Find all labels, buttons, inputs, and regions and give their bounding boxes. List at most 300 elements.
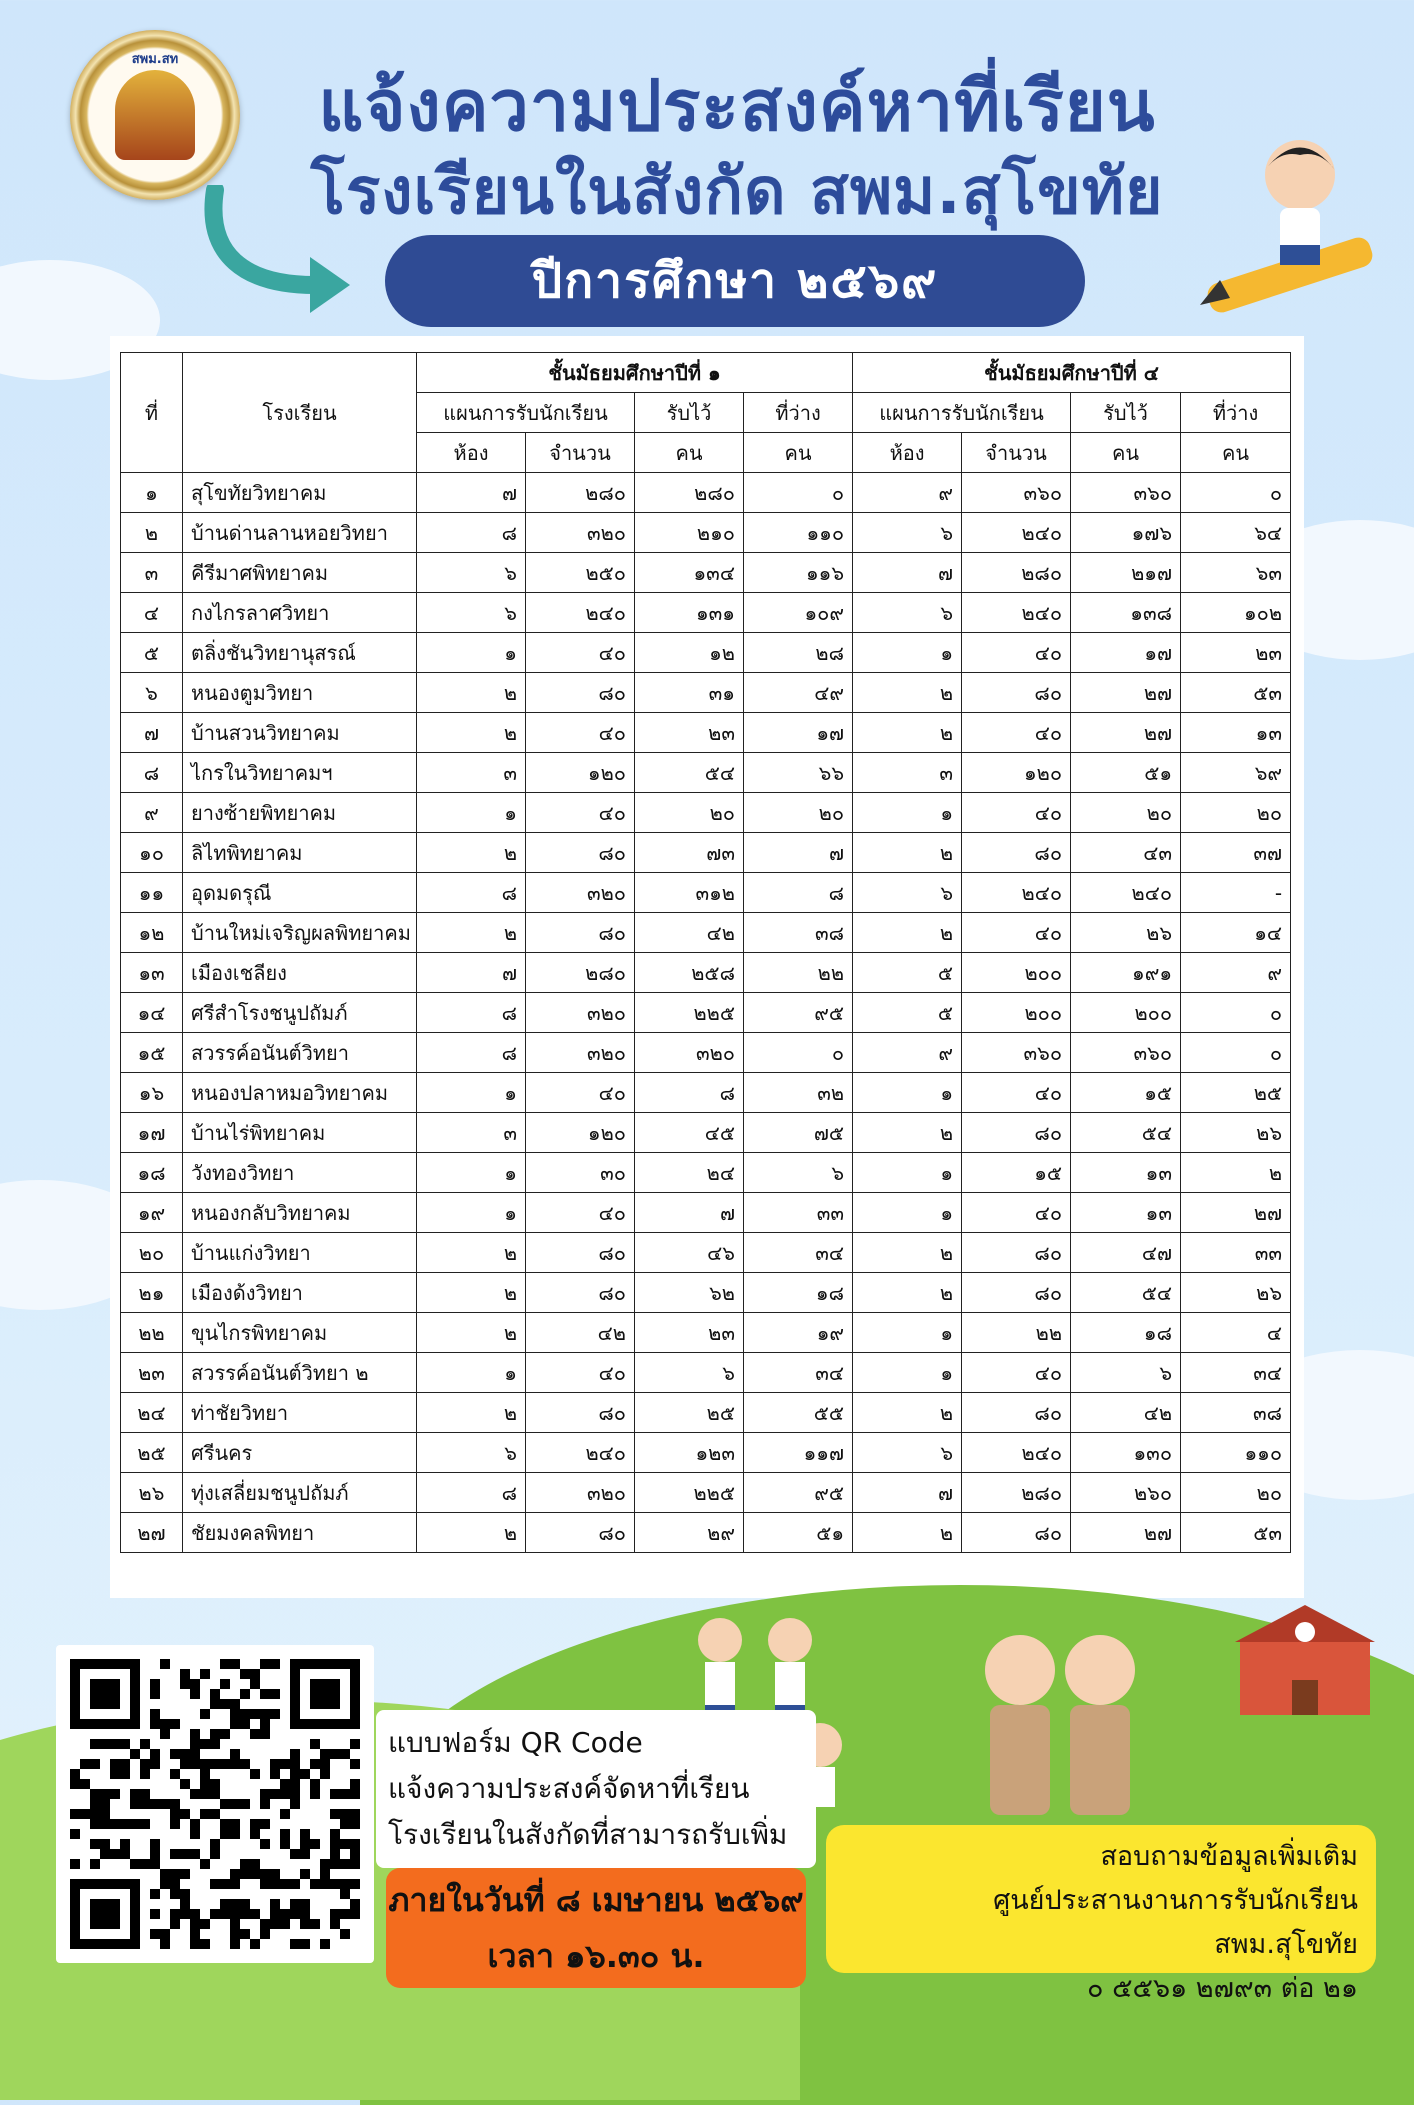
- cell-g4-rooms: ๙: [853, 473, 962, 513]
- cell-row-no: ๒๖: [121, 1473, 183, 1513]
- cell-g1-accepted: ๒๘๐: [635, 473, 744, 513]
- cell-g1-accepted: ๒๓: [635, 713, 744, 753]
- cell-g1-vacant: ๓๘: [744, 913, 853, 953]
- cell-g1-amount: ๒๕๐: [526, 553, 635, 593]
- cell-g1-vacant: ๖: [744, 1153, 853, 1193]
- table-row: [121, 793, 1291, 833]
- table-row: [121, 953, 1291, 993]
- cell-g4-vacant: ๒๗: [1181, 1193, 1291, 1233]
- cell-row-no: ๑๓: [121, 953, 183, 993]
- cell-g4-amount: ๘๐: [962, 833, 1071, 873]
- cell-row-no: ๖: [121, 673, 183, 713]
- cell-g4-rooms: ๖: [853, 873, 962, 913]
- cell-g4-accepted: ๒๗: [1071, 1513, 1181, 1553]
- cell-g4-amount: ๓๖๐: [962, 1033, 1071, 1073]
- cell-g4-vacant: ๒๐: [1181, 1473, 1291, 1513]
- cell-g4-amount: ๘๐: [962, 1113, 1071, 1153]
- cell-row-no: ๑๕: [121, 1033, 183, 1073]
- cell-g1-rooms: ๖: [417, 1433, 526, 1473]
- table-row: [121, 1433, 1291, 1473]
- cell-g4-rooms: ๕: [853, 993, 962, 1033]
- cell-g4-rooms: ๙: [853, 1033, 962, 1073]
- cell-g4-accepted: ๑๓๐: [1071, 1433, 1181, 1473]
- cell-school-name: กงไกรลาศวิทยา: [183, 593, 417, 633]
- header-g4-accepted-unit: คน: [1071, 433, 1181, 473]
- table-row: [121, 873, 1291, 913]
- cell-g4-rooms: ๒: [853, 673, 962, 713]
- cell-row-no: ๑๔: [121, 993, 183, 1033]
- form-line-3: โรงเรียนในสังกัดที่สามารถรับเพิ่ม: [388, 1818, 788, 1851]
- header-no: ที่: [121, 353, 183, 473]
- deadline-date: ภายในวันที่ ๘ เมษายน ๒๕๖๙: [388, 1881, 804, 1919]
- cell-g1-amount: ๔๐: [526, 1073, 635, 1113]
- cell-g4-vacant: ๕๓: [1181, 673, 1291, 713]
- cell-g1-vacant: ๓๒: [744, 1073, 853, 1113]
- cell-g1-accepted: ๔๕: [635, 1113, 744, 1153]
- cell-g4-accepted: ๔๓: [1071, 833, 1181, 873]
- cell-g4-rooms: ๒: [853, 1113, 962, 1153]
- cell-row-no: ๑๗: [121, 1113, 183, 1153]
- office-logo: [70, 30, 240, 200]
- cell-g1-rooms: ๒: [417, 673, 526, 713]
- cell-g1-amount: ๘๐: [526, 1513, 635, 1553]
- cell-g1-vacant: ๙๕: [744, 993, 853, 1033]
- cell-g4-accepted: ๒๗: [1071, 673, 1181, 713]
- table-row: [121, 513, 1291, 553]
- cell-school-name: ไกรในวิทยาคมฯ: [183, 753, 417, 793]
- cell-g4-vacant: ๖๓: [1181, 553, 1291, 593]
- table-row: [121, 1153, 1291, 1193]
- cell-row-no: ๒๒: [121, 1313, 183, 1353]
- cell-g4-amount: ๔๐: [962, 713, 1071, 753]
- cell-g4-accepted: ๒๔๐: [1071, 873, 1181, 913]
- cell-g4-amount: ๑๒๐: [962, 753, 1071, 793]
- cell-g1-amount: ๑๒๐: [526, 753, 635, 793]
- cell-row-no: ๒๑: [121, 1273, 183, 1313]
- cell-row-no: ๒๕: [121, 1433, 183, 1473]
- cell-g1-accepted: ๗๓: [635, 833, 744, 873]
- header-g4-vacant: ที่ว่าง: [1181, 393, 1291, 433]
- form-line-2: แจ้งความประสงค์จัดหาที่เรียน: [388, 1772, 750, 1805]
- cell-g1-vacant: ๑๑๖: [744, 553, 853, 593]
- cell-row-no: ๑๙: [121, 1193, 183, 1233]
- cell-g4-rooms: ๖: [853, 1433, 962, 1473]
- cell-g4-rooms: ๑: [853, 1073, 962, 1113]
- table-row: [121, 1473, 1291, 1513]
- cell-school-name: บ้านแก่งวิทยา: [183, 1233, 417, 1273]
- cell-row-no: ๒๓: [121, 1353, 183, 1393]
- cell-g4-rooms: ๑: [853, 793, 962, 833]
- cell-g4-rooms: ๒: [853, 913, 962, 953]
- cell-g4-amount: ๔๐: [962, 913, 1071, 953]
- cell-g1-vacant: ๓๔: [744, 1353, 853, 1393]
- table-body: [121, 473, 1291, 1553]
- cell-g1-rooms: ๖: [417, 553, 526, 593]
- cell-row-no: ๘: [121, 753, 183, 793]
- cell-school-name: ศรีสำโรงชนูปถัมภ์: [183, 993, 417, 1033]
- page-subtitle: โรงเรียนในสังกัด สพม.สุโขทัย: [310, 155, 1164, 229]
- cell-g1-amount: ๓๒๐: [526, 1033, 635, 1073]
- cell-g1-amount: ๔๐: [526, 793, 635, 833]
- cell-g4-vacant: ๔: [1181, 1313, 1291, 1353]
- cell-g4-accepted: ๖: [1071, 1353, 1181, 1393]
- cell-g4-amount: ๒๔๐: [962, 593, 1071, 633]
- cell-g4-rooms: ๑: [853, 1353, 962, 1393]
- cell-g4-amount: ๔๐: [962, 1353, 1071, 1393]
- table-row: [121, 1353, 1291, 1393]
- cell-g4-amount: ๒๐๐: [962, 953, 1071, 993]
- registration-qr-code[interactable]: [56, 1645, 374, 1963]
- table-row: [121, 593, 1291, 633]
- cell-g4-rooms: ๒: [853, 1273, 962, 1313]
- academic-year-banner: ปีการศึกษา ๒๕๖๙: [385, 235, 1085, 327]
- header-grade4: ชั้นมัธยมศึกษาปีที่ ๔: [853, 353, 1291, 393]
- cell-g1-vacant: ๑๐๙: [744, 593, 853, 633]
- cell-g1-amount: ๔๐: [526, 1353, 635, 1393]
- school-vacancy-table: [120, 352, 1291, 1553]
- table-row: [121, 913, 1291, 953]
- cell-g4-amount: ๘๐: [962, 1233, 1071, 1273]
- cell-g4-amount: ๘๐: [962, 1273, 1071, 1313]
- cell-g4-accepted: ๓๖๐: [1071, 1033, 1181, 1073]
- header-g4-rooms: ห้อง: [853, 433, 962, 473]
- cell-g1-vacant: ๘: [744, 873, 853, 913]
- table-row: [121, 633, 1291, 673]
- cell-school-name: คีรีมาศพิทยาคม: [183, 553, 417, 593]
- cell-g4-accepted: ๕๑: [1071, 753, 1181, 793]
- table-row: [121, 473, 1291, 513]
- table-row: [121, 1233, 1291, 1273]
- cell-g4-accepted: ๒๐๐: [1071, 993, 1181, 1033]
- cell-g1-vacant: ๒๘: [744, 633, 853, 673]
- school-building-illustration: [1230, 1600, 1380, 1720]
- cell-g4-vacant: ๖๙: [1181, 753, 1291, 793]
- cell-g1-amount: ๘๐: [526, 1393, 635, 1433]
- cell-g1-accepted: ๕๔: [635, 753, 744, 793]
- cell-g4-accepted: ๑๓: [1071, 1153, 1181, 1193]
- cell-g1-rooms: ๒: [417, 1313, 526, 1353]
- cell-g1-rooms: ๒: [417, 1513, 526, 1553]
- cell-school-name: ขุนไกรพิทยาคม: [183, 1313, 417, 1353]
- cell-g1-rooms: ๘: [417, 993, 526, 1033]
- cell-g1-amount: ๔๐: [526, 1193, 635, 1233]
- cell-g1-vacant: ๓๔: [744, 1233, 853, 1273]
- cell-g4-amount: ๒๐๐: [962, 993, 1071, 1033]
- cell-g1-amount: ๓๒๐: [526, 873, 635, 913]
- deadline-banner: [386, 1868, 806, 1988]
- cell-school-name: เมืองเชลียง: [183, 953, 417, 993]
- cell-g1-amount: ๒๘๐: [526, 953, 635, 993]
- cell-g1-accepted: ๑๒๓: [635, 1433, 744, 1473]
- header-g4-amount: จำนวน: [962, 433, 1071, 473]
- cell-g1-amount: ๓๒๐: [526, 993, 635, 1033]
- cell-g1-accepted: ๓๑: [635, 673, 744, 713]
- cell-g4-vacant: ๓๔: [1181, 1353, 1291, 1393]
- contact-office: ศูนย์ประสานงานการรับนักเรียน สพม.สุโขทัย: [993, 1885, 1358, 1960]
- table-row: [121, 1073, 1291, 1113]
- header-g1-accepted: รับไว้: [635, 393, 744, 433]
- table-row: [121, 993, 1291, 1033]
- cell-row-no: ๗: [121, 713, 183, 753]
- cell-g1-rooms: ๘: [417, 513, 526, 553]
- cell-g1-accepted: ๒๑๐: [635, 513, 744, 553]
- header-g1-vacant: ที่ว่าง: [744, 393, 853, 433]
- cell-g1-amount: ๓๐: [526, 1153, 635, 1193]
- cell-g1-vacant: ๖๖: [744, 753, 853, 793]
- cell-g4-vacant: ๒๓: [1181, 633, 1291, 673]
- cell-g4-vacant: ๑๓: [1181, 713, 1291, 753]
- cell-g4-vacant: ๒๖: [1181, 1113, 1291, 1153]
- cell-g1-amount: ๔๒: [526, 1313, 635, 1353]
- cell-g4-rooms: ๑: [853, 1153, 962, 1193]
- cell-g1-accepted: ๒๕: [635, 1393, 744, 1433]
- cell-g1-amount: ๑๒๐: [526, 1113, 635, 1153]
- cell-row-no: ๙: [121, 793, 183, 833]
- cell-g1-vacant: ๒๒: [744, 953, 853, 993]
- cell-g1-rooms: ๗: [417, 473, 526, 513]
- cell-g1-accepted: ๑๓๑: [635, 593, 744, 633]
- cell-g4-rooms: ๑: [853, 1193, 962, 1233]
- cell-g1-vacant: ๑๘: [744, 1273, 853, 1313]
- table-row: [121, 1393, 1291, 1433]
- logo-text: สพม.สท: [131, 52, 179, 67]
- cell-g1-amount: ๘๐: [526, 913, 635, 953]
- cell-g4-accepted: ๔๗: [1071, 1233, 1181, 1273]
- deadline-time: เวลา ๑๖.๓๐ น.: [487, 1937, 705, 1975]
- cell-g4-vacant: ๒: [1181, 1153, 1291, 1193]
- cell-g4-rooms: ๑: [853, 1313, 962, 1353]
- header-g4-accepted: รับไว้: [1071, 393, 1181, 433]
- cell-g4-vacant: ๒๖: [1181, 1273, 1291, 1313]
- cell-g4-accepted: ๑๙๑: [1071, 953, 1181, 993]
- cell-g4-rooms: ๒: [853, 1513, 962, 1553]
- cell-g4-accepted: ๕๔: [1071, 1113, 1181, 1153]
- cell-school-name: ศรีนคร: [183, 1433, 417, 1473]
- cell-row-no: ๒๗: [121, 1513, 183, 1553]
- cell-school-name: สวรรค์อนันต์วิทยา ๒: [183, 1353, 417, 1393]
- cell-g1-accepted: ๓๒๐: [635, 1033, 744, 1073]
- cell-g1-rooms: ๒: [417, 1393, 526, 1433]
- cell-g4-accepted: ๑๗: [1071, 633, 1181, 673]
- cell-g1-accepted: ๗: [635, 1193, 744, 1233]
- cell-g1-rooms: ๒: [417, 1233, 526, 1273]
- cell-g1-accepted: ๖: [635, 1353, 744, 1393]
- table-row: [121, 753, 1291, 793]
- cell-row-no: ๑๒: [121, 913, 183, 953]
- cell-g4-vacant: ๑๐๒: [1181, 593, 1291, 633]
- cell-g1-accepted: ๔๒: [635, 913, 744, 953]
- cell-g1-amount: ๘๐: [526, 1233, 635, 1273]
- cell-g1-rooms: ๘: [417, 873, 526, 913]
- cell-g4-vacant: -: [1181, 873, 1291, 913]
- cell-school-name: หนองปลาหมอวิทยาคม: [183, 1073, 417, 1113]
- header-g4-vacant-unit: คน: [1181, 433, 1291, 473]
- cell-g4-vacant: ๓๓: [1181, 1233, 1291, 1273]
- cell-school-name: สุโขทัยวิทยาคม: [183, 473, 417, 513]
- table-row: [121, 673, 1291, 713]
- cell-g4-amount: ๘๐: [962, 1393, 1071, 1433]
- form-line-1: แบบฟอร์ม QR Code: [388, 1726, 643, 1759]
- cell-g1-rooms: ๓: [417, 753, 526, 793]
- cell-g1-accepted: ๑๓๔: [635, 553, 744, 593]
- cell-row-no: ๒๐: [121, 1233, 183, 1273]
- cell-row-no: ๑๘: [121, 1153, 183, 1193]
- cell-g1-accepted: ๒๓: [635, 1313, 744, 1353]
- cell-g4-amount: ๘๐: [962, 1513, 1071, 1553]
- cell-g1-accepted: ๒๕๘: [635, 953, 744, 993]
- school-vacancy-table-panel: [110, 336, 1304, 1598]
- header-g1-rooms: ห้อง: [417, 433, 526, 473]
- cell-school-name: อุดมดรุณี: [183, 873, 417, 913]
- cell-school-name: ชัยมงคลพิทยา: [183, 1513, 417, 1553]
- cell-row-no: ๒๔: [121, 1393, 183, 1433]
- cell-g4-accepted: ๒๑๗: [1071, 553, 1181, 593]
- header-g1-plan: แผนการรับนักเรียน: [417, 393, 635, 433]
- cell-g1-accepted: ๔๖: [635, 1233, 744, 1273]
- table-row: [121, 1273, 1291, 1313]
- cell-school-name: หนองตูมวิทยา: [183, 673, 417, 713]
- boy-on-pencil-illustration: [1200, 120, 1380, 320]
- cell-school-name: ลิไทพิทยาคม: [183, 833, 417, 873]
- cell-g1-rooms: ๓: [417, 1113, 526, 1153]
- table-row: [121, 713, 1291, 753]
- cell-g1-vacant: ๔๙: [744, 673, 853, 713]
- cell-g1-vacant: ๕๕: [744, 1393, 853, 1433]
- cell-school-name: เมืองด้งวิทยา: [183, 1273, 417, 1313]
- cell-g1-amount: ๘๐: [526, 673, 635, 713]
- header-g1-amount: จำนวน: [526, 433, 635, 473]
- cell-g4-rooms: ๖: [853, 593, 962, 633]
- cell-g1-vacant: ๗: [744, 833, 853, 873]
- cell-g4-amount: ๒๘๐: [962, 553, 1071, 593]
- header-grade1: ชั้นมัธยมศึกษาปีที่ ๑: [417, 353, 853, 393]
- cell-g1-accepted: ๓๑๒: [635, 873, 744, 913]
- table-row: [121, 833, 1291, 873]
- cell-g4-amount: ๔๐: [962, 793, 1071, 833]
- cell-g4-rooms: ๕: [853, 953, 962, 993]
- cell-g4-amount: ๒๔๐: [962, 873, 1071, 913]
- cell-g1-accepted: ๘: [635, 1073, 744, 1113]
- qr-code-icon: [70, 1659, 360, 1949]
- cell-g4-rooms: ๒: [853, 833, 962, 873]
- cell-g4-rooms: ๑: [853, 633, 962, 673]
- cell-g4-rooms: ๓: [853, 753, 962, 793]
- cell-g1-rooms: ๘: [417, 1033, 526, 1073]
- cell-g1-rooms: ๑: [417, 793, 526, 833]
- cell-g1-vacant: ๐: [744, 1033, 853, 1073]
- cell-g4-accepted: ๒๗: [1071, 713, 1181, 753]
- cell-g1-vacant: ๑๙: [744, 1313, 853, 1353]
- cell-g1-rooms: ๒: [417, 713, 526, 753]
- cell-row-no: ๑๖: [121, 1073, 183, 1113]
- cell-g4-amount: ๒๒: [962, 1313, 1071, 1353]
- cell-school-name: วังทองวิทยา: [183, 1153, 417, 1193]
- cell-g4-accepted: ๒๖: [1071, 913, 1181, 953]
- cell-g1-accepted: ๒๙: [635, 1513, 744, 1553]
- cell-g1-amount: ๒๘๐: [526, 473, 635, 513]
- cell-g4-accepted: ๓๖๐: [1071, 473, 1181, 513]
- cell-g4-rooms: ๒: [853, 1393, 962, 1433]
- cell-g4-vacant: ๒๐: [1181, 793, 1291, 833]
- cell-g1-rooms: ๒: [417, 913, 526, 953]
- cell-g1-accepted: ๖๒: [635, 1273, 744, 1313]
- cell-g4-accepted: ๕๔: [1071, 1273, 1181, 1313]
- cell-g4-vacant: ๖๔: [1181, 513, 1291, 553]
- cell-g1-amount: ๒๔๐: [526, 1433, 635, 1473]
- cell-g4-amount: ๑๕: [962, 1153, 1071, 1193]
- cell-g1-vacant: ๑๗: [744, 713, 853, 753]
- cell-school-name: บ้านด่านลานหอยวิทยา: [183, 513, 417, 553]
- cell-g1-rooms: ๑: [417, 1353, 526, 1393]
- cell-g4-vacant: ๐: [1181, 473, 1291, 513]
- cell-g4-amount: ๒๔๐: [962, 513, 1071, 553]
- table-row: [121, 1193, 1291, 1233]
- cell-g1-vacant: ๗๕: [744, 1113, 853, 1153]
- cell-g4-amount: ๔๐: [962, 1073, 1071, 1113]
- cell-g1-amount: ๒๔๐: [526, 593, 635, 633]
- cell-g1-vacant: ๑๑๐: [744, 513, 853, 553]
- cell-row-no: ๑๐: [121, 833, 183, 873]
- cell-g1-rooms: ๑: [417, 1193, 526, 1233]
- cell-school-name: ยางซ้ายพิทยาคม: [183, 793, 417, 833]
- cell-g4-accepted: ๑๕: [1071, 1073, 1181, 1113]
- cell-g1-amount: ๔๐: [526, 713, 635, 753]
- cell-g1-amount: ๘๐: [526, 833, 635, 873]
- cell-g1-amount: ๓๒๐: [526, 513, 635, 553]
- table-row: [121, 553, 1291, 593]
- cell-g4-amount: ๒๔๐: [962, 1433, 1071, 1473]
- cell-g4-amount: ๓๖๐: [962, 473, 1071, 513]
- header-school: โรงเรียน: [183, 353, 417, 473]
- cell-g1-rooms: ๗: [417, 953, 526, 993]
- cell-g1-accepted: ๑๒: [635, 633, 744, 673]
- cell-g4-rooms: ๗: [853, 553, 962, 593]
- cell-school-name: สวรรค์อนันต์วิทยา: [183, 1033, 417, 1073]
- contact-phone: ๐ ๕๕๖๑ ๒๗๙๓ ต่อ ๒๑: [1087, 1973, 1358, 2004]
- cell-g1-vacant: ๐: [744, 473, 853, 513]
- cell-g4-amount: ๔๐: [962, 633, 1071, 673]
- cell-g4-rooms: ๒: [853, 1233, 962, 1273]
- header-g1-accepted-unit: คน: [635, 433, 744, 473]
- logo-emblem: [115, 70, 195, 160]
- cell-g1-rooms: ๒: [417, 833, 526, 873]
- cell-g4-vacant: ๓๘: [1181, 1393, 1291, 1433]
- cell-g1-accepted: ๒๔: [635, 1153, 744, 1193]
- table-row: [121, 1513, 1291, 1553]
- cell-g1-rooms: ๖: [417, 593, 526, 633]
- table-row: [121, 1033, 1291, 1073]
- cell-school-name: ทุ่งเสลี่ยมชนูปถัมภ์: [183, 1473, 417, 1513]
- cell-row-no: ๓: [121, 553, 183, 593]
- page-title: แจ้งความประสงค์หาที่เรียน: [318, 65, 1156, 147]
- cell-g4-rooms: ๒: [853, 713, 962, 753]
- cell-g4-accepted: ๑๓: [1071, 1193, 1181, 1233]
- cell-g4-vacant: ๓๗: [1181, 833, 1291, 873]
- cell-g4-accepted: ๒๖๐: [1071, 1473, 1181, 1513]
- cell-g1-amount: ๘๐: [526, 1273, 635, 1313]
- cell-g4-vacant: ๙: [1181, 953, 1291, 993]
- cell-school-name: บ้านสวนวิทยาคม: [183, 713, 417, 753]
- cell-g4-accepted: ๑๓๘: [1071, 593, 1181, 633]
- header-g4-plan: แผนการรับนักเรียน: [853, 393, 1071, 433]
- cell-row-no: ๔: [121, 593, 183, 633]
- cell-g4-accepted: ๔๒: [1071, 1393, 1181, 1433]
- cell-g1-amount: ๔๐: [526, 633, 635, 673]
- header-g1-vacant-unit: คน: [744, 433, 853, 473]
- cell-g4-vacant: ๐: [1181, 1033, 1291, 1073]
- cell-g4-amount: ๒๘๐: [962, 1473, 1071, 1513]
- cell-g4-vacant: ๑๑๐: [1181, 1433, 1291, 1473]
